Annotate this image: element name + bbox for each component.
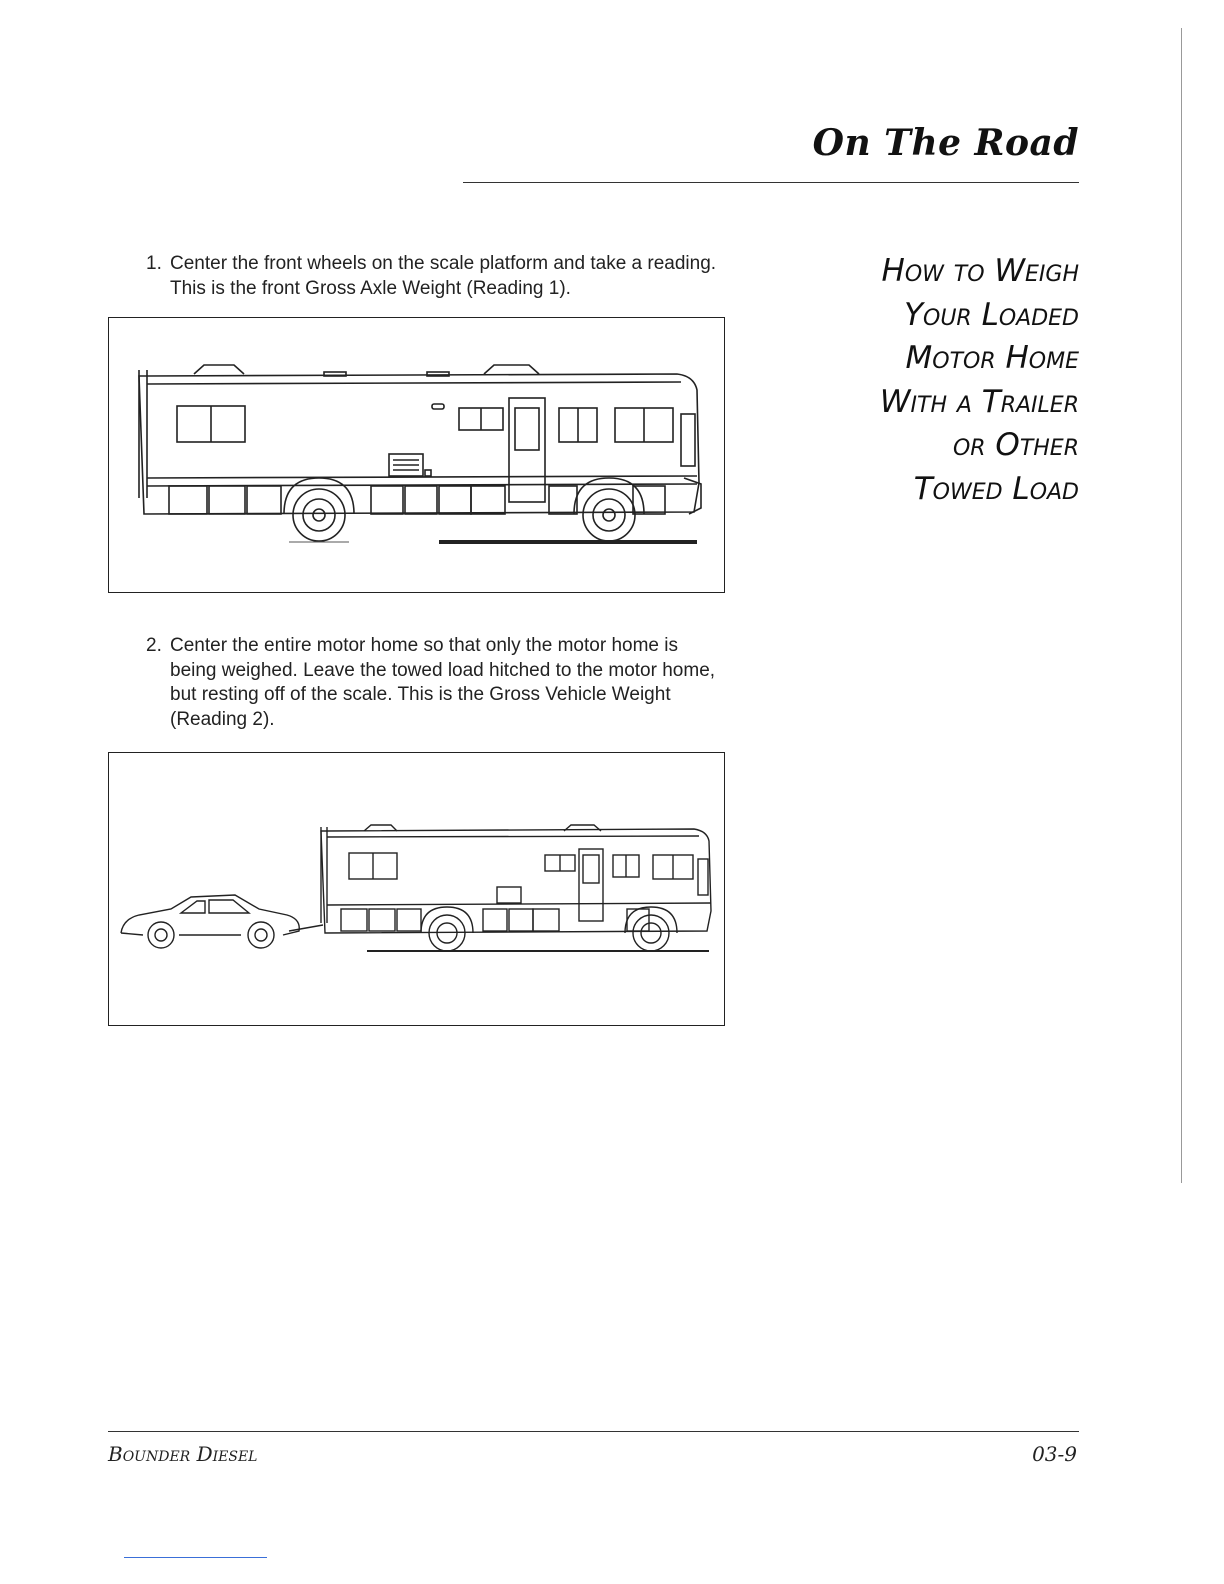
side-heading-line: Towed Load [913,470,1079,507]
side-heading-line: With a Trailer [879,383,1079,420]
step-number: 1. [146,253,162,274]
section-title: On The Road [812,122,1079,164]
figure-front-axle-weighing [108,317,725,593]
step-1 [146,252,726,301]
motorhome-on-scale-illustration [109,318,724,592]
side-heading [880,250,1079,511]
figure-gross-vehicle-weighing [108,752,725,1026]
page-edge-rule [1181,28,1182,1183]
manual-name: Bounder Diesel [108,1442,258,1466]
step-number: 2. [146,635,162,656]
side-heading-line: Your Loaded [904,296,1079,333]
step-text: Center the front wheels on the scale platform and take a reading. This is the front Gross Axle Weight (Reading 1). [170,253,717,299]
side-heading-line: How to Weigh [881,253,1079,289]
step-2 [146,634,726,732]
page-number: 03-9 [1032,1442,1077,1466]
side-heading-line: Motor Home [905,340,1079,376]
side-heading-line: or Other [952,427,1079,463]
step-text: Center the entire motor home so that only the motor home is being weighed. Leave the towed load hitched to the motor home, but resting off of the scale. This is the Gross Vehicle Weight (Reading 2). [170,635,716,730]
motorhome-towing-car-illustration [109,753,724,1025]
header-divider [463,182,1079,183]
footer-divider [108,1431,1079,1432]
blue-underline-mark [124,1557,267,1558]
